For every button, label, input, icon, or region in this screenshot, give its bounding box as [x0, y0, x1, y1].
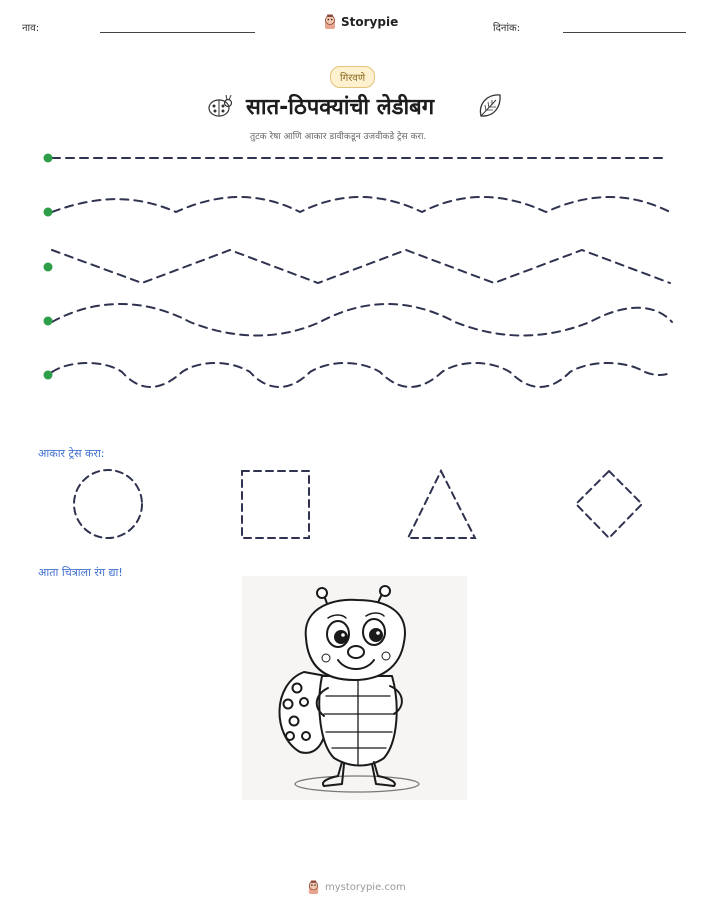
- date-field-line[interactable]: [563, 32, 686, 33]
- start-dot: [44, 317, 53, 326]
- trace-line-wave: [52, 304, 672, 336]
- footer-url[interactable]: mystorypie.com: [325, 882, 406, 893]
- leaf-icon: [476, 91, 504, 121]
- trace-line-zigzag: [52, 250, 670, 283]
- brand-name: Storypie: [341, 15, 399, 29]
- trace-circle: [74, 470, 142, 538]
- start-dot: [44, 154, 53, 163]
- tracing-lines: [0, 140, 709, 400]
- trace-square: [242, 471, 309, 538]
- trace-line-gentle-wave: [52, 197, 670, 212]
- trace-triangle: [408, 471, 475, 538]
- date-label: दिनांक:: [493, 23, 521, 34]
- brand: [323, 14, 398, 30]
- coloring-section-label: आता चित्राला रंग द्या!: [38, 566, 123, 579]
- shapes-section-label: आकार ट्रेस करा:: [38, 447, 105, 460]
- instructions: तुटक रेषा आणि आकार डावीकडून उजवीकडे ट्रेस करा.: [250, 132, 427, 142]
- tracing-shapes: [0, 462, 709, 546]
- start-dot: [44, 208, 53, 217]
- name-field-line[interactable]: [100, 32, 255, 33]
- page-title: सात-ठिपक्यांची लेडीबग: [246, 95, 435, 120]
- start-dot: [44, 263, 53, 272]
- activity-badge: गिरवणे: [330, 66, 375, 88]
- footer: [307, 880, 406, 895]
- trace-line-bumpy-wave: [52, 363, 672, 387]
- trace-diamond: [576, 471, 642, 538]
- storypie-logo-icon: [323, 14, 337, 30]
- storypie-logo-icon: [307, 880, 320, 895]
- name-label: नाव:: [22, 23, 40, 34]
- start-dot: [44, 371, 53, 380]
- ladybug-coloring-picture[interactable]: [242, 576, 467, 800]
- ladybug-icon: [204, 93, 234, 119]
